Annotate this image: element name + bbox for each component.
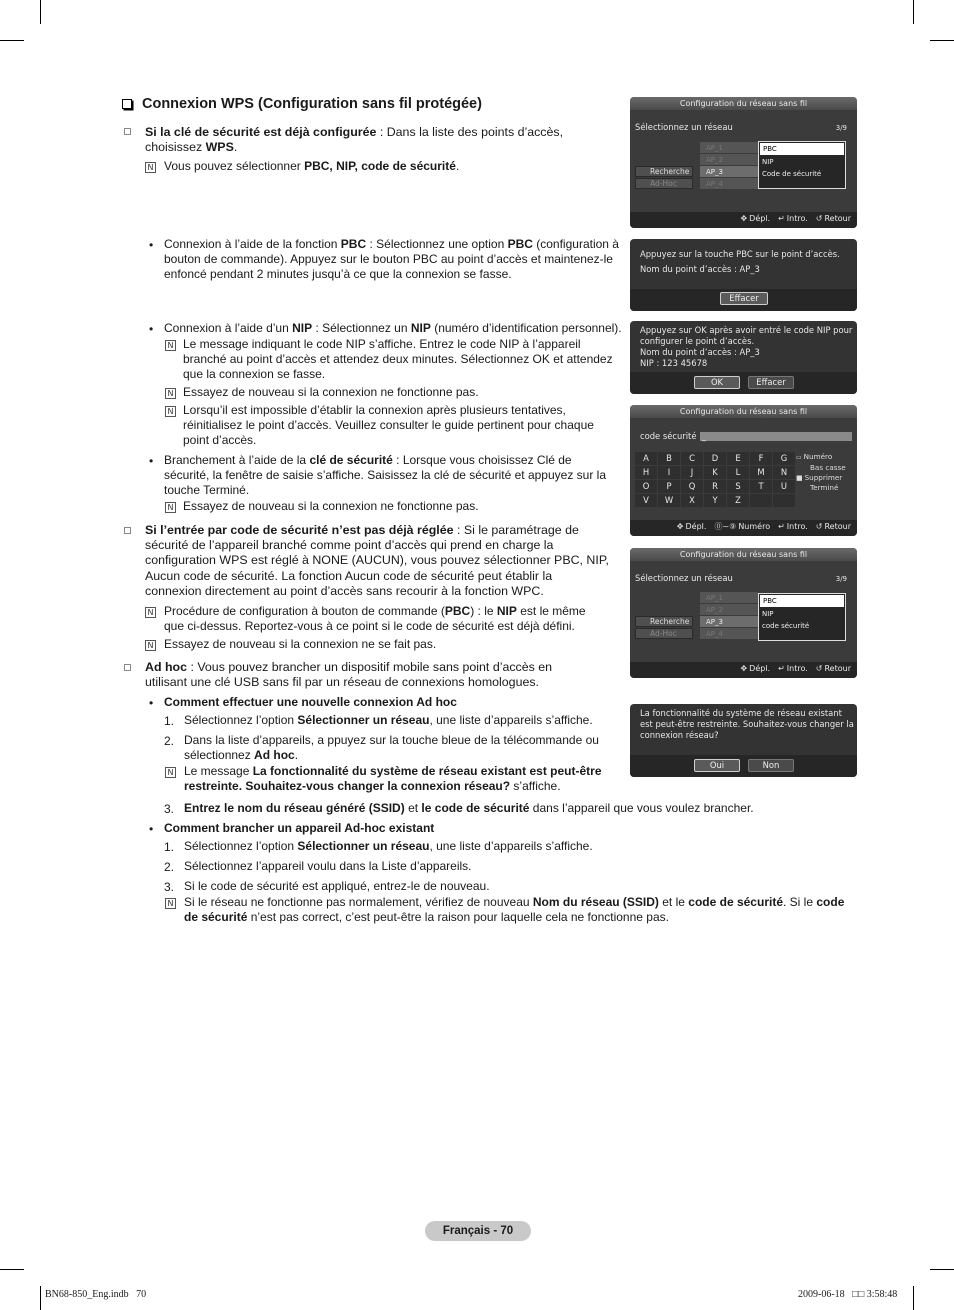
step-text: [184, 713, 624, 728]
text: Sélectionnez l’option: [184, 713, 298, 727]
bold-text: Nom du réseau (SSID): [532, 895, 659, 909]
key[interactable]: I: [658, 466, 680, 479]
text: . Si le: [783, 895, 817, 909]
dialog-message: Appuyez sur OK après avoir entré le code NIP pour: [640, 325, 853, 335]
text: , une liste d’appareils s’affiche.: [429, 839, 593, 853]
key[interactable]: W: [658, 494, 680, 507]
number-keys-icon: ⓪~⑨: [714, 522, 737, 531]
key[interactable]: N: [773, 466, 795, 479]
dialog-network-select-2: [630, 548, 857, 678]
return-icon: ↺: [815, 664, 823, 673]
enter-icon: ↵: [778, 664, 785, 673]
bold-text: le code de sécurité: [421, 801, 530, 815]
crop-mark: [930, 40, 954, 41]
square-bullet-icon: [124, 664, 131, 671]
footer-label: Intro.: [786, 522, 808, 531]
key[interactable]: [773, 494, 795, 507]
option-nip[interactable]: NIP: [762, 610, 774, 618]
dialog-footer: [630, 662, 857, 678]
number-key-icon: ▭: [796, 454, 802, 461]
square-bullet-icon: [124, 527, 131, 534]
key[interactable]: P: [658, 480, 680, 493]
bullet-icon: •: [149, 238, 154, 252]
ap-list: [700, 592, 758, 640]
key[interactable]: H: [635, 466, 657, 479]
bold-text: Sélectionner un réseau: [297, 713, 430, 727]
key[interactable]: [750, 494, 772, 507]
note-text: [164, 604, 604, 634]
ap-item[interactable]: AP_1: [700, 592, 758, 604]
dialog-message: configurer le point d’accès.: [640, 336, 755, 346]
key[interactable]: U: [773, 480, 795, 493]
footer-label: Dépl.: [749, 664, 771, 673]
dialog-title: Configuration du réseau sans fil: [630, 548, 857, 561]
text: Branchement à l’aide de la: [164, 453, 310, 467]
subheading-existing-adhoc: Comment brancher un appareil Ad-hoc existant: [164, 821, 435, 835]
step-text: Si le code de sécurité est appliqué, entrez-le de nouveau.: [184, 879, 490, 893]
key[interactable]: R: [704, 480, 726, 493]
key[interactable]: O: [635, 480, 657, 493]
key[interactable]: G: [773, 452, 795, 465]
note-text: [184, 764, 614, 794]
bold-text: PBC: [507, 237, 533, 251]
text: n’est pas correct, c’est peut-être la raison pour laquelle cela ne fonctionne pas.: [247, 910, 669, 925]
text: Dans la liste d’appareils, a ppuyez sur la touche bleue de la télécommande ou sélectionnez: [184, 733, 599, 763]
step-text: [184, 733, 614, 763]
dialog-button-bar: [630, 372, 857, 394]
option-security-code[interactable]: code sécurité: [762, 622, 810, 630]
search-button[interactable]: Recherche: [635, 166, 693, 177]
key[interactable]: X: [681, 494, 703, 507]
dialog-footer: [630, 520, 857, 536]
footer-enter: [778, 519, 808, 535]
note-icon: N: [165, 898, 176, 909]
key[interactable]: K: [704, 466, 726, 479]
text: : Dans la liste des points d’accès, choisissez: [145, 125, 564, 155]
keyboard-legend: [796, 452, 846, 493]
legend-item: [796, 463, 846, 473]
input-cursor: _: [702, 432, 706, 441]
paragraph-adhoc: [145, 660, 595, 690]
option-pbc[interactable]: PBC: [760, 595, 844, 607]
wps-options-popup: [758, 593, 846, 641]
ap-list: [700, 142, 758, 190]
page-indicator: 3/9: [835, 575, 847, 583]
step-number: 1.: [164, 840, 175, 854]
bold-text: La fonctionnalité du système de réseau existant est peut-être restreinte. Souhaitez-vous changer la connexion réseau?: [184, 764, 602, 794]
footer-enter: [778, 661, 808, 677]
bold-text: Sélectionner un réseau: [297, 839, 430, 853]
footer-label: Intro.: [786, 664, 808, 673]
note-icon: N: [165, 388, 176, 399]
footer-number: [714, 519, 770, 535]
key[interactable]: V: [635, 494, 657, 507]
dialog-pbc: [630, 239, 857, 311]
paragraph-nip: [164, 321, 634, 336]
key[interactable]: A: [635, 452, 657, 465]
bold-text: PBC: [444, 604, 471, 618]
bold-text: WPS: [205, 140, 234, 155]
ap-item[interactable]: AP_2: [700, 154, 758, 166]
dialog-title: Configuration du réseau sans fil: [630, 405, 857, 418]
enter-icon: ↵: [778, 522, 785, 531]
note-text: Le message indiquant le code NIP s’affiche. Entrez le code NIP à l’appareil branché au point d’accès et attendez deux minutes. Sélectionnez OK et attendez que la connexion se fasse.: [183, 337, 613, 382]
dialog-subtitle: Sélectionnez un réseau: [635, 573, 733, 583]
dialog-message: Nom du point d’accès : AP_3: [640, 264, 760, 274]
text: et le: [658, 895, 689, 909]
text: (numéro d’identification personnel).: [430, 321, 622, 335]
step-number: 3.: [164, 802, 175, 816]
text: dans l’appareil que vous voulez brancher.: [529, 801, 754, 815]
bold-text: clé de sécurité: [309, 453, 393, 467]
legend-item: [796, 483, 846, 493]
dialog-button-bar: [630, 755, 857, 777]
text: et: [404, 801, 422, 815]
key[interactable]: E: [727, 452, 749, 465]
cancel-button[interactable]: Effacer: [720, 292, 768, 305]
option-nip[interactable]: NIP: [762, 158, 774, 166]
note-icon: N: [165, 406, 176, 417]
bullet-icon: •: [149, 454, 154, 468]
text: (configuration à bouton de commande). Appuyez sur le bouton PBC au point d’accès et maintenez-le enfoncé pendant 2 minutes jusqu’à ce que la connexion se fasse.: [164, 237, 619, 282]
key[interactable]: T: [750, 480, 772, 493]
bold-text: code de sécurité: [184, 895, 845, 925]
dialog-message: est peut-être restreinte. Souhaitez-vous changer la: [640, 719, 854, 729]
dialog-footer: [630, 212, 857, 228]
step-number: 2.: [164, 860, 175, 874]
text: s’affiche.: [510, 779, 561, 794]
note-icon: N: [165, 767, 176, 778]
footer-return: [816, 661, 851, 677]
bold-text: NIP: [292, 321, 313, 335]
option-pbc[interactable]: PBC: [760, 143, 844, 155]
note-text: Essayez de nouveau si la connexion ne se fait pas.: [164, 637, 437, 651]
ap-item[interactable]: AP_4: [700, 178, 758, 190]
text: .: [455, 159, 460, 173]
key[interactable]: Q: [681, 480, 703, 493]
note-icon: N: [145, 607, 156, 618]
crop-mark: [0, 1269, 24, 1270]
footer-move: [740, 661, 770, 677]
text: Connexion à l’aide de la fonction: [164, 237, 341, 251]
footer-return: [816, 211, 851, 227]
bold-text: Ad hoc: [145, 660, 187, 674]
bullet-icon: •: [149, 696, 154, 710]
bold-text: NIP: [410, 321, 431, 335]
note-text: [184, 895, 859, 925]
ap-item[interactable]: AP_2: [700, 604, 758, 616]
legend-label: Bas casse: [810, 463, 846, 472]
adhoc-button[interactable]: Ad-Hoc: [635, 628, 693, 639]
dialog-message: connexion réseau?: [640, 730, 719, 740]
footer-label: Numéro: [738, 522, 771, 531]
step-text: Sélectionnez l’appareil voulu dans la Liste d’appareils.: [184, 859, 472, 873]
text: : Sélectionnez une option: [366, 237, 508, 251]
wps-options-popup: [758, 141, 846, 189]
text: .: [233, 140, 238, 155]
ok-button[interactable]: OK: [694, 376, 740, 389]
legend-item: [796, 452, 846, 463]
footer-label: Dépl.: [749, 214, 771, 223]
text: est le même que ci-dessus. Reportez-vous à ce point si le code de sécurité est déjà défini.: [164, 604, 586, 634]
paragraph-no-security: [145, 523, 610, 599]
move-icon: ✥: [740, 664, 748, 673]
dialog-message: Appuyez sur la touche PBC sur le point d’accès.: [640, 249, 840, 259]
crop-mark: [930, 1269, 954, 1270]
dialog-security-keyboard: [630, 405, 857, 536]
footer-move: [677, 519, 707, 535]
page-indicator: 3/9: [835, 124, 847, 132]
note-icon: N: [165, 340, 176, 351]
bold-text: NIP: [496, 604, 517, 618]
crop-mark: [40, 0, 41, 24]
key[interactable]: Z: [727, 494, 749, 507]
no-button[interactable]: Non: [748, 759, 794, 772]
note-icon: N: [165, 502, 176, 513]
date-imprint: 2009-06-18 □□ 3:58:48: [798, 1289, 898, 1300]
note-icon: N: [145, 162, 156, 173]
step-number: 2.: [164, 734, 175, 748]
text: .: [294, 748, 299, 763]
footer-enter: [778, 211, 808, 227]
text: , une liste d’appareils s’affiche.: [429, 713, 593, 727]
crop-mark: [0, 40, 24, 41]
footer-return: [816, 519, 851, 535]
ap-item[interactable]: AP_3: [700, 616, 758, 628]
note-text: [164, 159, 604, 174]
section-title: [122, 96, 482, 112]
adhoc-button[interactable]: Ad-Hoc: [635, 178, 693, 189]
dialog-nip: [630, 321, 857, 394]
footer-label: Intro.: [786, 214, 808, 223]
note-text: Lorsqu’il est impossible d’établir la connexion après plusieurs tentatives, réinitialisez le point d’accès. Veuillez consulter le guide pertinent pour chaque point d’accès.: [183, 403, 594, 448]
dialog-title: Configuration du réseau sans fil: [630, 97, 857, 110]
paragraph-wps-configured: [145, 125, 595, 155]
crop-mark: [913, 0, 914, 24]
bold-text: Ad hoc: [254, 748, 295, 763]
footer-move: [740, 211, 770, 227]
text: Vous pouvez sélectionner: [164, 159, 305, 173]
yes-button[interactable]: Oui: [694, 759, 740, 772]
paragraph-pbc: [164, 237, 624, 283]
dialog-adhoc-confirm: [630, 704, 857, 777]
on-screen-keyboard: [635, 452, 795, 507]
step-number: 3.: [164, 880, 175, 894]
delete-key-icon: ■: [796, 474, 803, 482]
key[interactable]: C: [681, 452, 703, 465]
text: Si le réseau ne fonctionne pas normalement, vérifiez de nouveau: [184, 895, 533, 909]
legend-label: Numéro: [803, 452, 833, 461]
option-security-code[interactable]: Code de sécurité: [762, 170, 822, 178]
text: : Si le paramétrage de sécurité de l’appareil branché comme point d’accès qui prend en charge la configuration WPS est réglé à NONE (AUCUN), vous pouvez sélectionner PBC, NIP, Aucun code de sécurité. La fonction Aucun code de sécurité peut établir la connexion directement au point d’accès sans recourir à la fonction WPC.: [145, 523, 609, 598]
file-imprint: BN68-850_Eng.indb 70: [45, 1289, 147, 1300]
footer-label: Retour: [824, 214, 851, 223]
section-title-text: Connexion WPS (Configuration sans fil protégée): [142, 96, 482, 112]
bold-text: Si la clé de sécurité est déjà configurée: [145, 125, 377, 139]
bold-text: PBC, NIP, code de sécurité: [304, 159, 456, 173]
enter-icon: ↵: [778, 214, 785, 223]
key[interactable]: B: [658, 452, 680, 465]
bold-text: code de sécurité: [688, 895, 783, 909]
square-bullet-icon: [124, 128, 131, 135]
key[interactable]: F: [750, 452, 772, 465]
paragraph-security-key: [164, 453, 614, 499]
ap-item[interactable]: AP_3: [700, 166, 758, 178]
legend-label: Terminé: [810, 483, 839, 492]
cancel-button[interactable]: Effacer: [748, 376, 794, 389]
text: Procédure de configuration à bouton de commande (: [164, 604, 445, 618]
move-icon: ✥: [740, 214, 748, 223]
dialog-network-select-1: [630, 97, 857, 228]
text: Connexion à l’aide d’un: [164, 321, 293, 335]
bullet-icon: •: [149, 822, 154, 836]
text: Sélectionnez l’option: [184, 839, 298, 853]
note-icon: N: [145, 640, 156, 651]
legend-item: [796, 473, 846, 483]
note-text: Essayez de nouveau si la connexion ne fonctionne pas.: [183, 385, 479, 399]
footer-label: Dépl.: [685, 522, 707, 531]
dialog-message: Nom du point d’accès : AP_3: [640, 347, 760, 357]
text: Le message: [184, 764, 253, 778]
subheading-new-adhoc: Comment effectuer une nouvelle connexion Ad hoc: [164, 695, 457, 709]
dialog-message: NIP : 123 45678: [640, 358, 708, 368]
bold-text: PBC: [340, 237, 367, 251]
security-code-input[interactable]: [700, 432, 852, 441]
return-icon: ↺: [815, 214, 823, 223]
key[interactable]: S: [727, 480, 749, 493]
text: : Vous pouvez brancher un dispositif mobile sans point d’accès en utilisant une clé USB sans fil par un réseau de connexions homologues.: [145, 660, 553, 690]
security-code-label: code sécurité: [640, 431, 697, 441]
step-text: [184, 801, 864, 816]
return-icon: ↺: [815, 522, 823, 531]
checkbox-icon: [122, 99, 132, 109]
bold-text: Entrez le nom du réseau généré (SSID): [184, 801, 405, 815]
bold-text: Si l’entrée par code de sécurité n’est pas déjà réglée: [145, 523, 454, 537]
key[interactable]: D: [704, 452, 726, 465]
search-button[interactable]: Recherche: [635, 616, 693, 627]
dialog-message: La fonctionnalité du système de réseau existant: [640, 708, 842, 718]
key[interactable]: Y: [704, 494, 726, 507]
page-number: Français - 70: [425, 1221, 531, 1241]
key[interactable]: J: [681, 466, 703, 479]
text: ) : le: [470, 604, 497, 618]
text: : Sélectionnez un: [312, 321, 411, 335]
footer-label: Retour: [824, 664, 851, 673]
legend-label: Supprimer: [804, 473, 843, 482]
ap-item[interactable]: AP_4: [700, 628, 758, 640]
bullet-icon: •: [149, 322, 154, 336]
ap-item[interactable]: AP_1: [700, 142, 758, 154]
footer-label: Retour: [824, 522, 851, 531]
crop-mark: [913, 1286, 914, 1310]
text: : Lorsque vous choisissez Clé de sécurité, la fenêtre de saisie s’affiche. Saisissez la clé de sécurité et appuyez sur la touche Terminé.: [164, 453, 607, 498]
crop-mark: [40, 1286, 41, 1310]
note-text: Essayez de nouveau si la connexion ne fonctionne pas.: [183, 499, 479, 513]
dialog-subtitle: Sélectionnez un réseau: [635, 122, 733, 132]
step-number: 1.: [164, 714, 175, 728]
key[interactable]: L: [727, 466, 749, 479]
move-icon: ✥: [676, 522, 684, 531]
key[interactable]: M: [750, 466, 772, 479]
step-text: [184, 839, 704, 854]
